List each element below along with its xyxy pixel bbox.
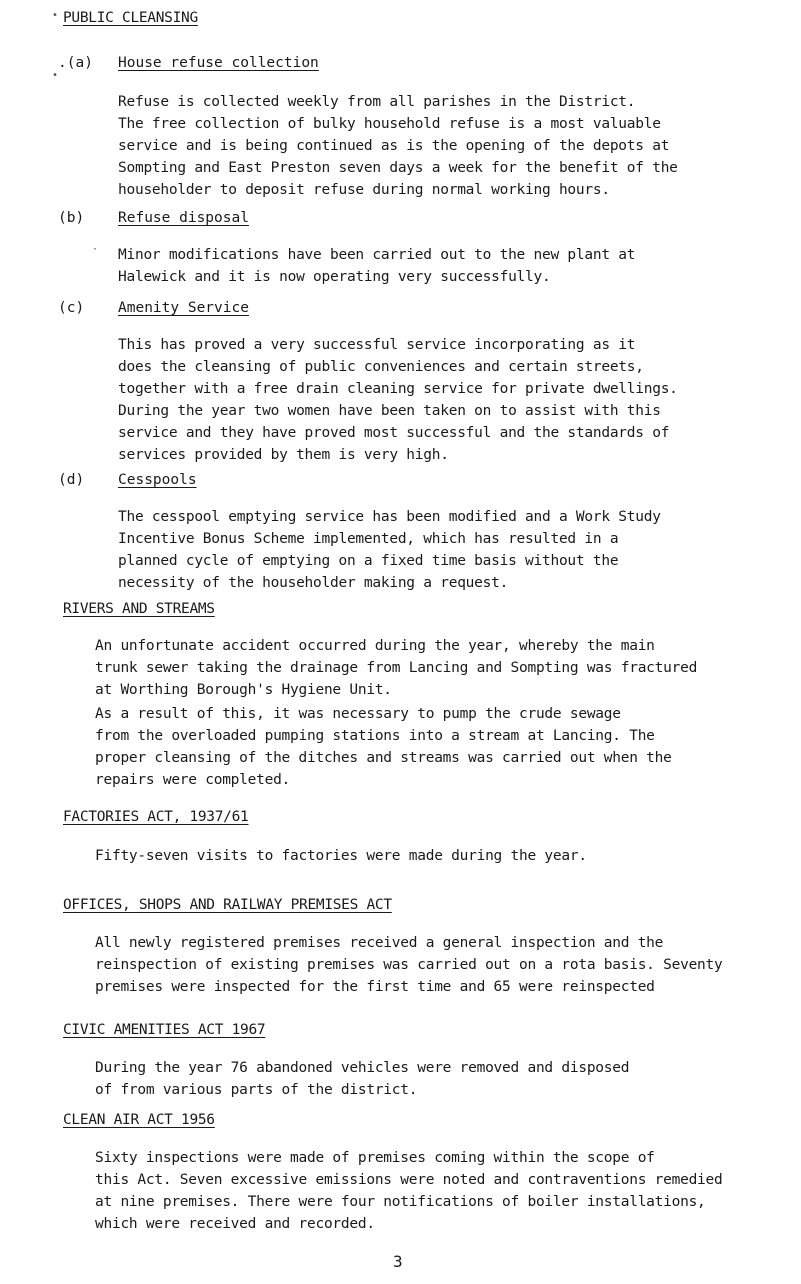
section-c-title: Amenity Service (118, 300, 249, 316)
scan-mark: • (52, 10, 59, 21)
civic-amenities-text: During the year 76 abandoned vehicles were removed and disposed of from various parts of the district. (95, 1060, 630, 1098)
clean-air-heading: CLEAN AIR ACT 1956 (63, 1112, 215, 1128)
section-d-label: (d) (58, 472, 85, 488)
section-b-title: Refuse disposal (118, 210, 249, 226)
scan-mark: • (52, 70, 59, 81)
section-c-label: (c) (58, 300, 85, 316)
civic-amenities-heading: CIVIC AMENITIES ACT 1967 (63, 1022, 266, 1038)
rivers-paragraph-2: As a result of this, it was necessary to pump the crude sewage from the overloaded pumping stations into a stream at Lancing. The proper cleansing of the ditches and streams was carried out when the repairs were completed. (95, 706, 672, 788)
rivers-heading: RIVERS AND STREAMS (63, 601, 215, 617)
offices-heading: OFFICES, SHOPS AND RAILWAY PREMISES ACT (63, 897, 392, 913)
public-cleansing-heading: PUBLIC CLEANSING (63, 10, 198, 26)
scan-mark: · (92, 244, 99, 255)
factories-text: Fifty-seven visits to factories were made during the year. (95, 848, 587, 864)
section-a-text: Refuse is collected weekly from all parishes in the District. The free collection of bulky household refuse is a most valuable service and is being continued as is the opening of the depots at Sompting and East Preston seven days a week for the benefit of the householder to deposit refuse during normal working hours. (118, 94, 678, 198)
section-c-text: This has proved a very successful service incorporating as it does the cleansing of public conveniences and certain streets, together with a free drain cleaning service for private dwellings. During the year two women have been taken on to assist with this service and they have proved most successful and the standards of services provided by them is very high. (118, 337, 678, 463)
section-d-text: The cesspool emptying service has been modified and a Work Study Incentive Bonus Scheme implemented, which has resulted in a planned cycle of emptying on a fixed time basis without the necessity of the householder making a request. (118, 509, 661, 591)
clean-air-text: Sixty inspections were made of premises coming within the scope of this Act. Seven excessive emissions were noted and contraventions remedied at nine premises. There were four notifications of boiler installations, which were received and recorded. (95, 1150, 723, 1232)
section-a-label: .(a) (58, 55, 93, 71)
section-b-label: (b) (58, 210, 85, 226)
factories-heading: FACTORIES ACT, 1937/61 (63, 809, 249, 825)
section-d-title: Cesspools (118, 472, 197, 488)
offices-text: All newly registered premises received a general inspection and the reinspection of existing premises was carried out on a rota basis. Seventy premises were inspected for the first time and 65 were reinspected (95, 935, 723, 995)
section-b-text: Minor modifications have been carried out to the new plant at Halewick and it is now operating very successfully. (118, 247, 636, 285)
section-a-title: House refuse collection (118, 55, 319, 71)
page-number: 3 (393, 1252, 403, 1271)
rivers-paragraph-1: An unfortunate accident occurred during the year, whereby the main trunk sewer taking the drainage from Lancing and Sompting was fractured at Worthing Borough's Hygiene Unit. (95, 638, 698, 698)
